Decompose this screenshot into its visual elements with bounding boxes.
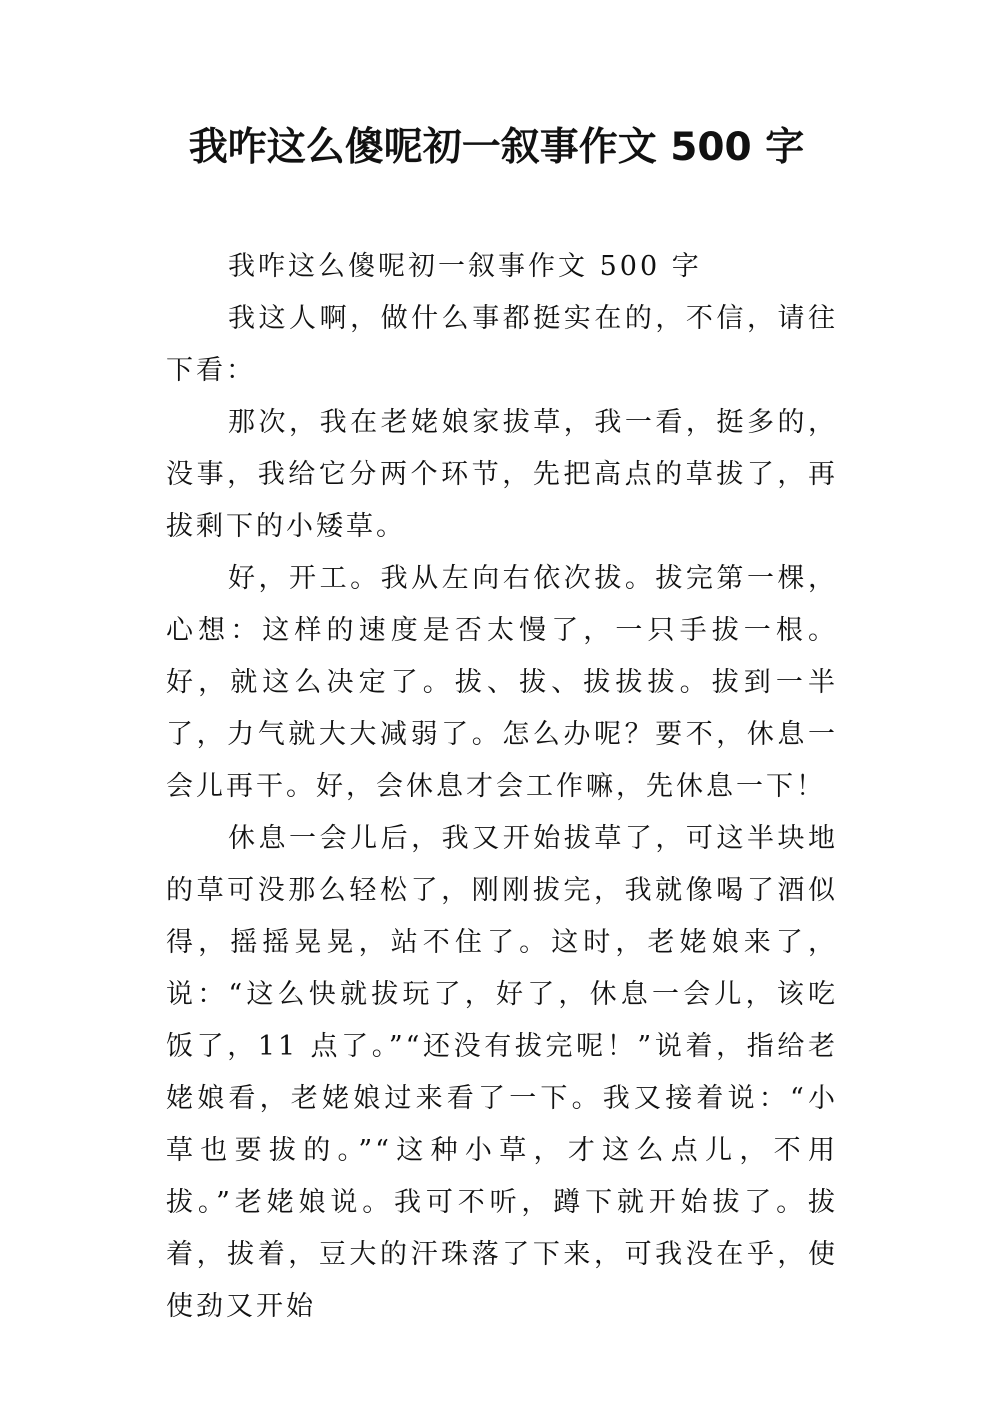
paragraph-start-work: 好，开工。我从左向右依次拔。拔完第一棵，心想：这样的速度是否太慢了，一只手拔一根。好，就这么决定了。拔、拔、拔拔拔。拔到一半了，力气就大大减弱了。怎么办呢？要不，休息一会儿再干。好，会休息才会工作嘛，先休息一下！ xyxy=(166,563,838,802)
paragraph-after-rest: 休息一会儿后，我又开始拔草了，可这半块地的草可没那么轻松了，刚刚拔完，我就像喝了酒似得，摇摇晃晃，站不住了。这时，老姥娘来了，说：“这么快就拔玩了，好了，休息一会儿，该吃饭了，11 点了。”“还没有拔完呢！”说着，指给老姥娘看，老姥娘过来看了一下。我又接着说：“小草也要拔的。”“这种小草，才这么点儿，不用拔。”老姥娘说。我可不听，蹲下就开始拔了。拔着，拔着，豆大的汗珠落了下来，可我没在乎，使使劲又开始 xyxy=(166,823,838,1322)
document-body xyxy=(166,241,838,1333)
document-title: 我咋这么傻呢初一叙事作文 500 字 xyxy=(188,125,805,170)
paragraph-intro: 我这人啊，做什么事都挺实在的，不信，请往下看： xyxy=(166,303,838,386)
paragraph-subtitle: 我咋这么傻呢初一叙事作文 500 字 xyxy=(228,251,702,282)
paragraph-weeding-plan: 那次，我在老姥娘家拔草，我一看，挺多的，没事，我给它分两个环节，先把高点的草拔了，再拔剩下的小矮草。 xyxy=(166,407,838,542)
